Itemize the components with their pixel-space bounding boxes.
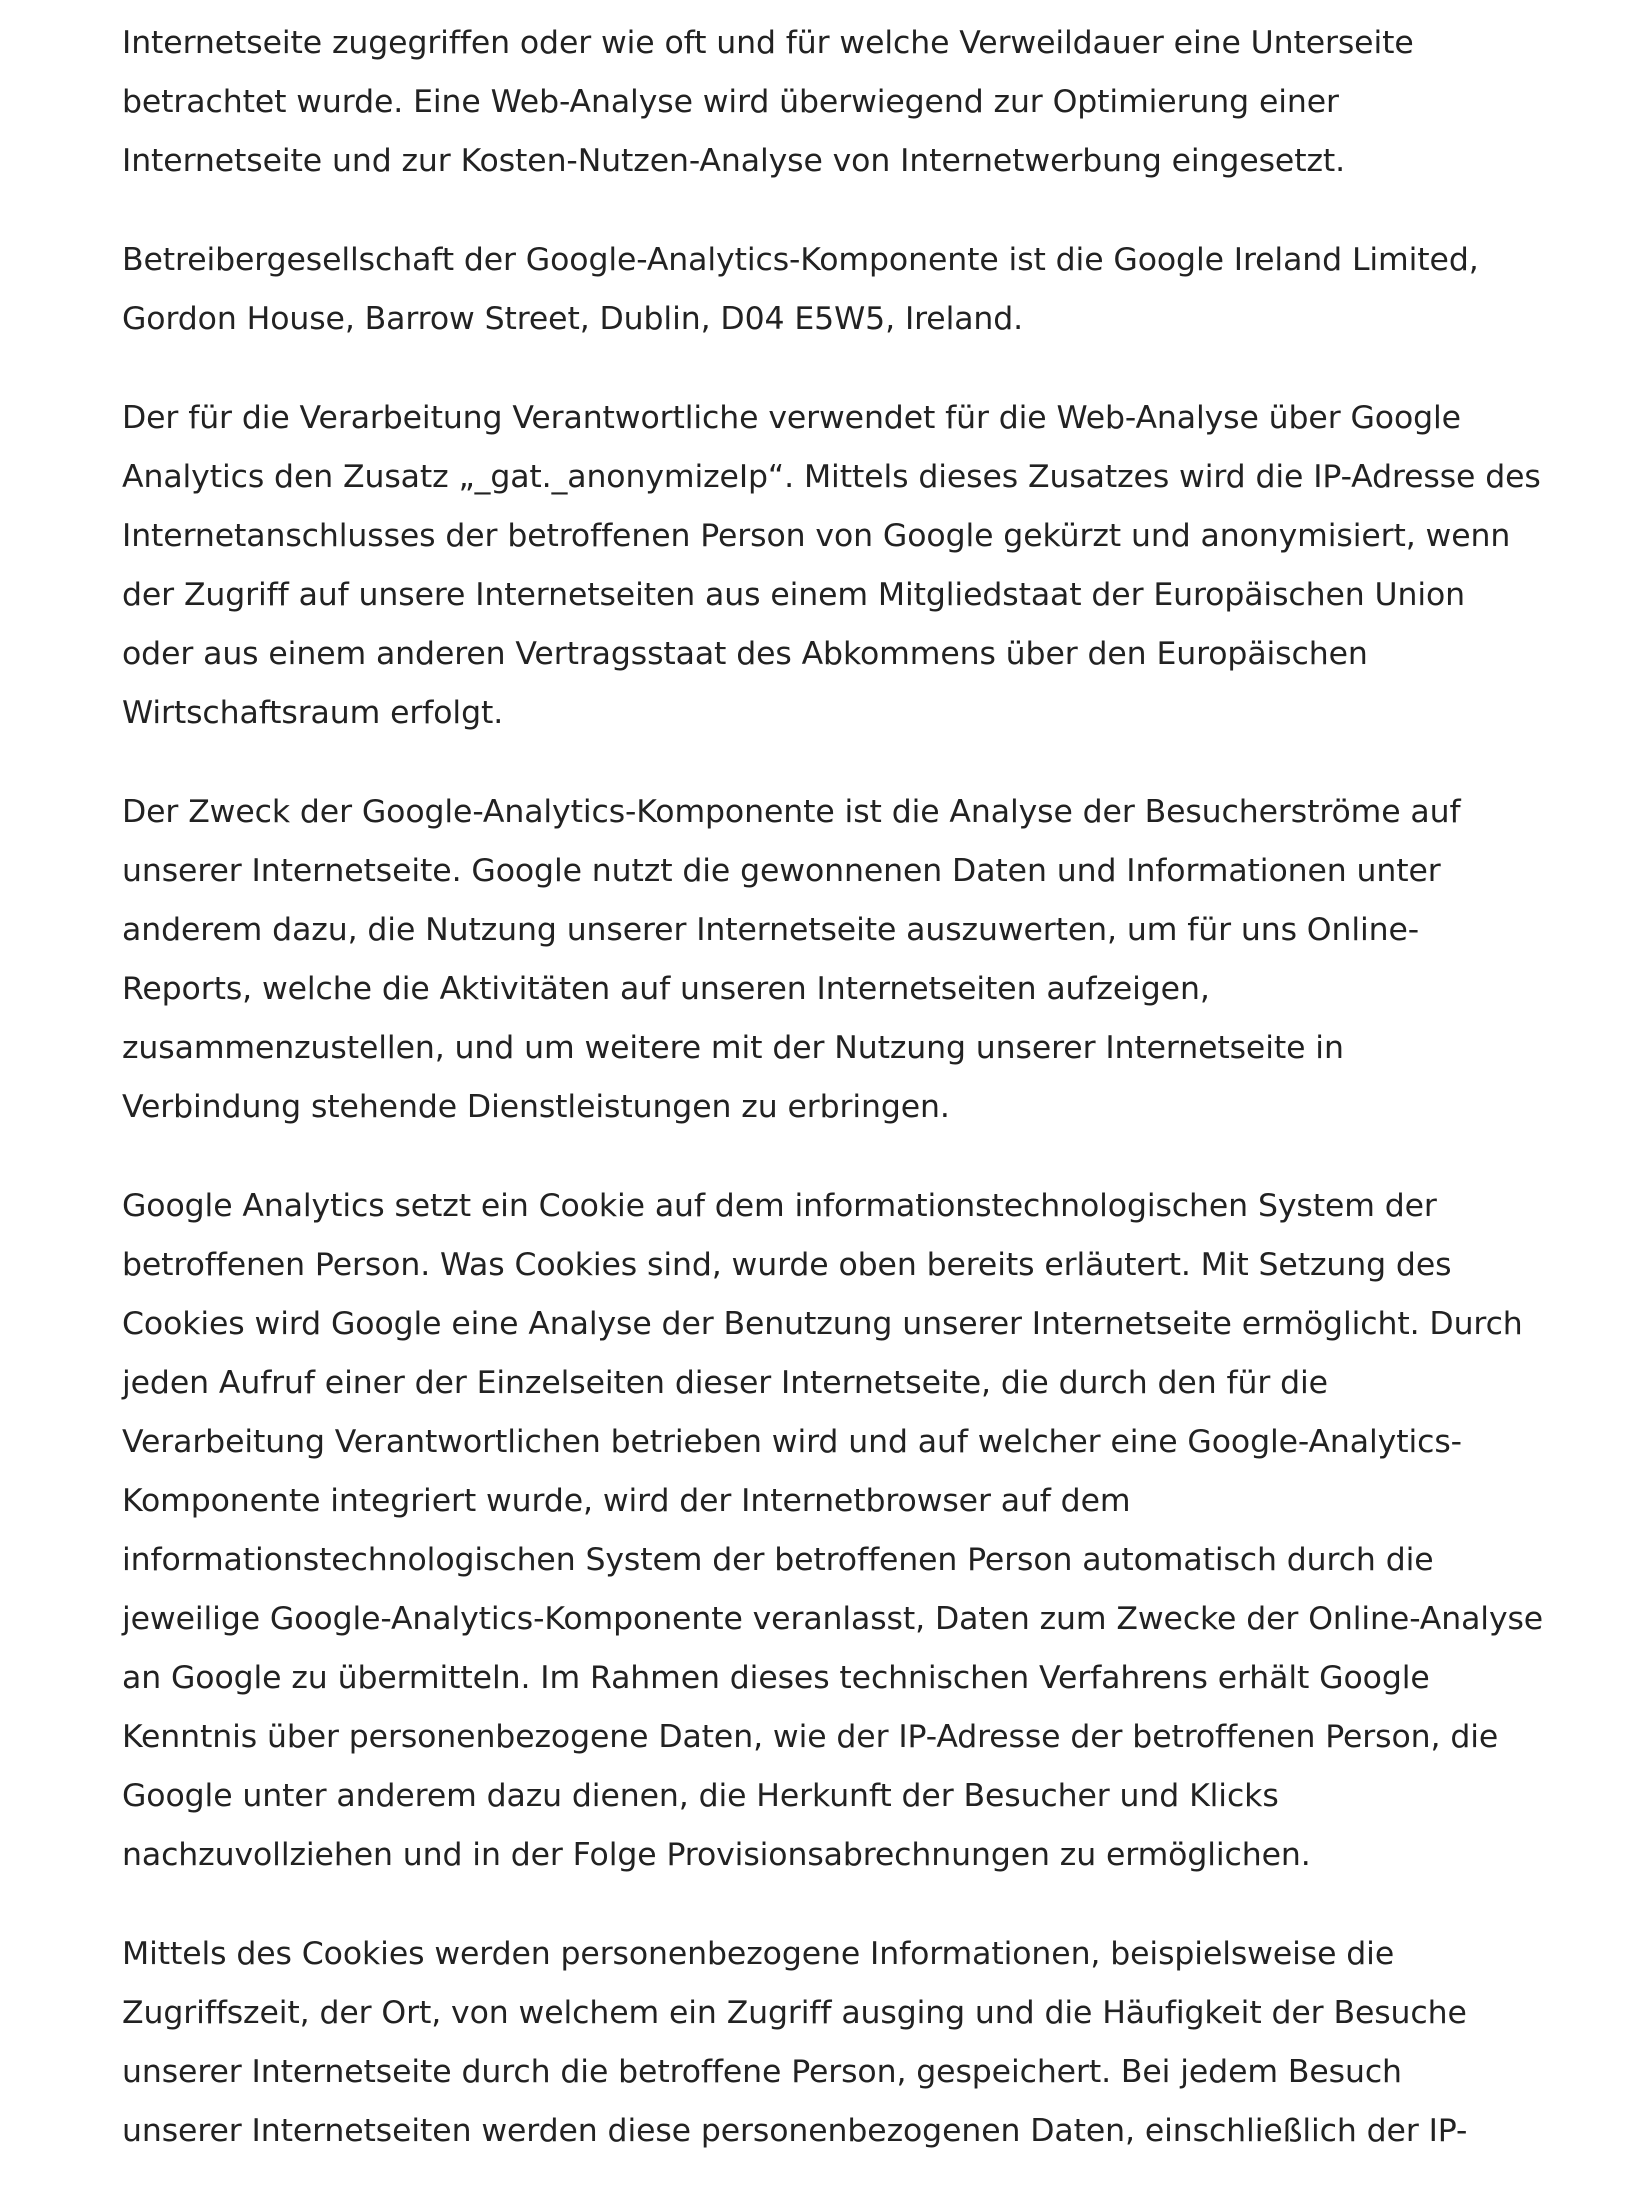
text-line: Google Analytics setzt ein Cookie auf dem informationstechnologischen System der xyxy=(122,1188,1437,1224)
text-line: Verarbeitung Verantwortlichen betrieben wird und auf welcher eine Google-Analytics- xyxy=(122,1424,1462,1460)
text-line: an Google zu übermitteln. Im Rahmen dieses technischen Verfahrens erhält Google xyxy=(122,1660,1430,1696)
text-line: Internetseite und zur Kosten-Nutzen-Analyse von Internetwerbung eingesetzt. xyxy=(122,143,1346,179)
paragraph-purpose xyxy=(122,783,1552,1137)
text-line: jeden Aufruf einer der Einzelseiten dieser Internetseite, die durch den für die xyxy=(122,1365,1328,1401)
text-line: Kenntnis über personenbezogene Daten, wie der IP-Adresse der betroffenen Person, die xyxy=(122,1719,1499,1755)
text-line: unserer Internetseite durch die betroffene Person, gespeichert. Bei jedem Besuch xyxy=(122,2054,1402,2090)
paragraph-anonymize-ip xyxy=(122,389,1552,743)
text-line: Internetanschlusses der betroffenen Person von Google gekürzt und anonymisiert, wenn xyxy=(122,518,1511,554)
text-line: unserer Internetseiten werden diese personenbezogenen Daten, einschließlich der IP- xyxy=(122,2113,1468,2149)
text-line: oder aus einem anderen Vertragsstaat des Abkommens über den Europäischen xyxy=(122,636,1368,672)
text-line: Google unter anderem dazu dienen, die Herkunft der Besucher und Klicks xyxy=(122,1778,1279,1814)
paragraph-cookie-data xyxy=(122,1925,1552,2161)
text-line: unserer Internetseite. Google nutzt die gewonnenen Daten und Informationen unter xyxy=(122,853,1441,889)
text-line: Internetseite zugegriffen oder wie oft und für welche Verweildauer eine Unterseite xyxy=(122,25,1414,61)
text-line: betrachtet wurde. Eine Web-Analyse wird überwiegend zur Optimierung einer xyxy=(122,84,1339,120)
text-line: anderem dazu, die Nutzung unserer Internetseite auszuwerten, um für uns Online- xyxy=(122,912,1420,948)
text-line: Betreibergesellschaft der Google-Analytics-Komponente ist die Google Ireland Limited, xyxy=(122,242,1479,278)
text-line: Verbindung stehende Dienstleistungen zu erbringen. xyxy=(122,1089,950,1125)
paragraph-operator xyxy=(122,231,1552,349)
text-line: Der für die Verarbeitung Verantwortliche verwendet für die Web-Analyse über Google xyxy=(122,400,1461,436)
text-line: Wirtschaftsraum erfolgt. xyxy=(122,695,504,731)
text-line: Cookies wird Google eine Analyse der Benutzung unserer Internetseite ermöglicht. Durch xyxy=(122,1306,1523,1342)
document-page xyxy=(122,14,1552,2201)
text-line: Mittels des Cookies werden personenbezogene Informationen, beispielsweise die xyxy=(122,1936,1395,1972)
paragraph-cookie xyxy=(122,1177,1552,1885)
text-line: Komponente integriert wurde, wird der Internetbrowser auf dem xyxy=(122,1483,1131,1519)
text-line: Gordon House, Barrow Street, Dublin, D04 E5W5, Ireland. xyxy=(122,301,1024,337)
text-line: jeweilige Google-Analytics-Komponente veranlasst, Daten zum Zwecke der Online-Analyse xyxy=(122,1601,1544,1637)
text-line: Analytics den Zusatz „_gat._anonymizeIp“. Mittels dieses Zusatzes wird die IP-Adresse des xyxy=(122,459,1541,495)
text-line: betroffenen Person. Was Cookies sind, wurde oben bereits erläutert. Mit Setzung des xyxy=(122,1247,1452,1283)
text-line: der Zugriff auf unsere Internetseiten aus einem Mitgliedstaat der Europäischen Union xyxy=(122,577,1466,613)
paragraph-web-analysis xyxy=(122,14,1552,191)
text-line: Der Zweck der Google-Analytics-Komponente ist die Analyse der Besucherströme auf xyxy=(122,794,1461,830)
text-line: nachzuvollziehen und in der Folge Provisionsabrechnungen zu ermöglichen. xyxy=(122,1837,1311,1873)
text-line: Zugriffszeit, der Ort, von welchem ein Zugriff ausging und die Häufigkeit der Besuche xyxy=(122,1995,1467,2031)
text-line: informationstechnologischen System der betroffenen Person automatisch durch die xyxy=(122,1542,1434,1578)
text-line: Reports, welche die Aktivitäten auf unseren Internetseiten aufzeigen, xyxy=(122,971,1210,1007)
text-line: zusammenzustellen, und um weitere mit der Nutzung unserer Internetseite in xyxy=(122,1030,1344,1066)
